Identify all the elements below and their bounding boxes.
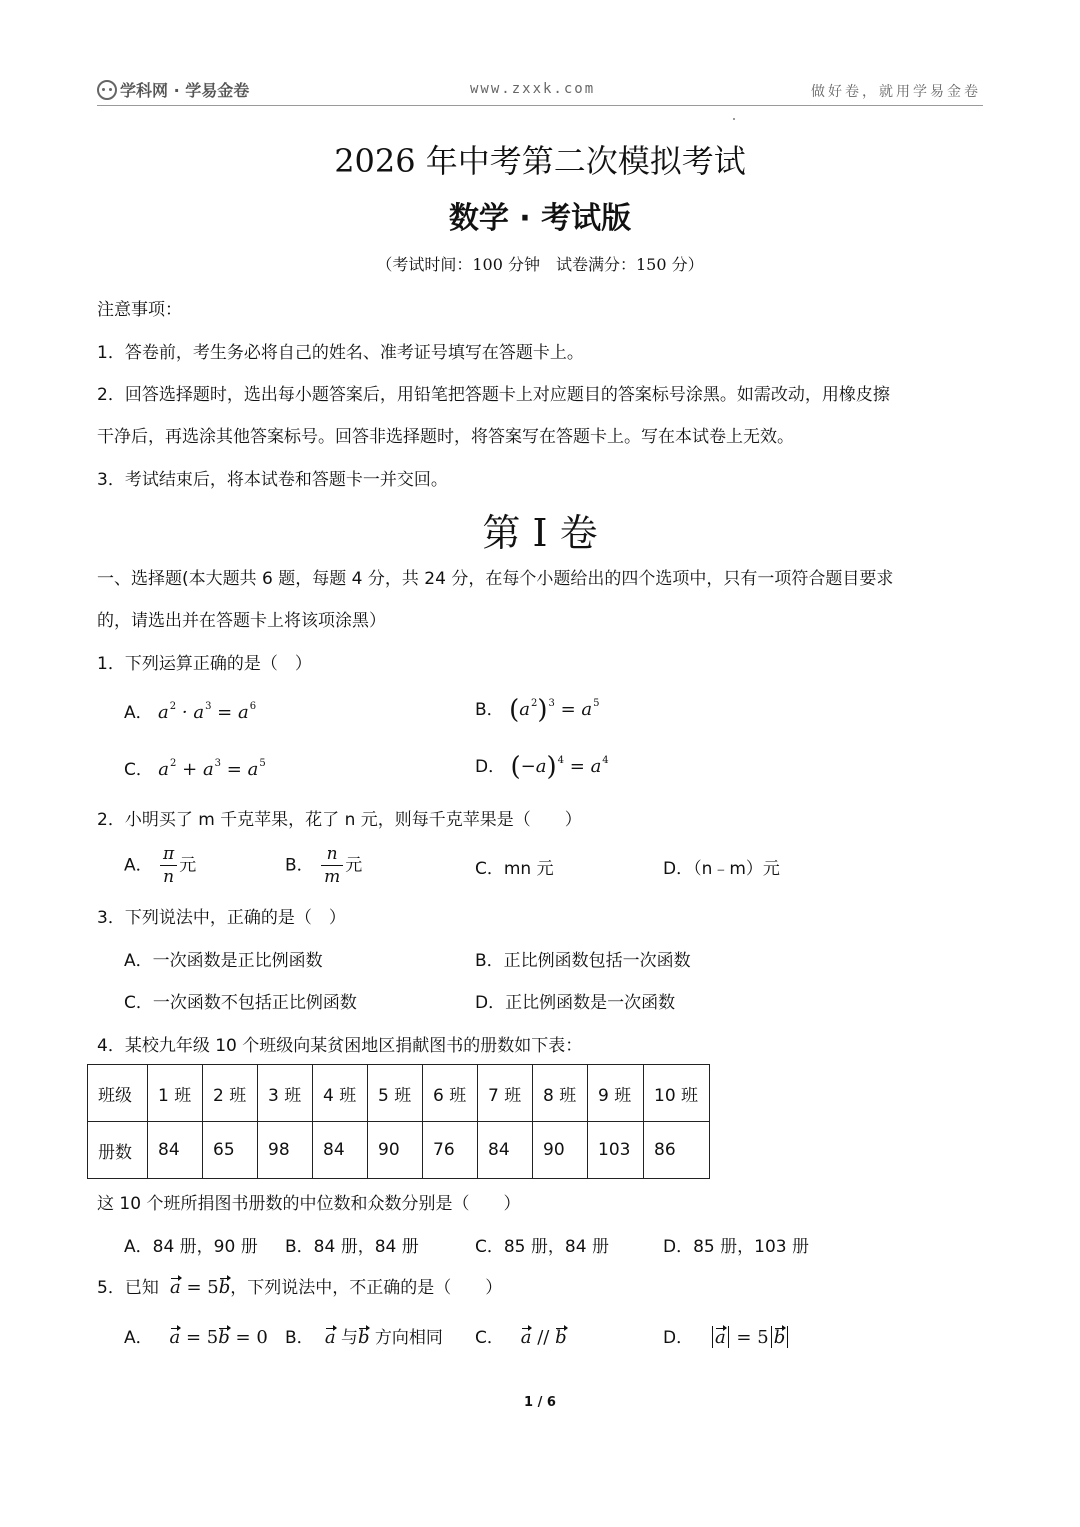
q5-option-a [124,1323,268,1348]
q5-b-vector-b: b [357,1327,370,1348]
q2-option-b [285,843,362,888]
table-cell: 3 班 [258,1065,313,1122]
q4-stem: 4．某校九年级 10 个班级向某贫困地区捐献图书的册数如下表： [97,1036,583,1056]
q5-b-mid: 与 [340,1328,358,1348]
q5-d-label: D． [663,1328,694,1348]
table-cell: 65 [203,1122,258,1179]
exam-meta: （考试时间：100 分钟 试卷满分：150 分） [376,255,704,274]
table-cell: 1 班 [148,1065,203,1122]
q2-a-numerator: π [160,843,177,866]
q1-stem: 1．下列运算正确的是（ ） [97,654,312,674]
stray-dot [733,118,735,120]
notice-item-2-line1: 2．回答选择题时，选出每小题答案后，用铅笔把答题卡上对应题目的答案标号涂黑。如需改动，用橡皮擦 [97,385,890,405]
q1-option-d [475,752,609,782]
q2-a-denominator: n [163,867,175,887]
q2-a-fraction [160,843,177,888]
brand-logo [97,78,249,101]
q1-c-formula: $a^2 + a^3 = a^5$ [158,758,266,780]
site-url: www.zxxk.com [470,81,596,97]
q2-stem: 2．小明买了 m 千克苹果，花了 n 元，则每千克苹果是（ ） [97,810,582,830]
q4-option-a: A．84 册，90 册 [124,1237,258,1257]
q2-a-unit: 元 [179,855,197,876]
table-cell: 84 [478,1122,533,1179]
q5-a-label: A． [124,1328,153,1348]
q2-option-a [124,843,196,888]
q4-option-d: D．85 册，103 册 [663,1237,809,1257]
q5-given-formula: a = 5b [169,1277,231,1298]
q5-option-d [663,1323,790,1348]
table-cell: 103 [588,1122,644,1179]
page-header [97,76,983,106]
q1-b-formula: $(a^2)^3 = a^5$ [509,695,600,725]
table-cell: 4 班 [313,1065,368,1122]
table-cell: 84 [148,1122,203,1179]
q4-question: 这 10 个班所捐图书册数的中位数和众数分别是（ ） [97,1194,521,1214]
exam-subtitle: 数学 · 考试版 [448,201,632,236]
q4-option-c: C．85 册，84 册 [475,1237,609,1257]
q1-option-b [475,695,600,725]
q1-option-a [124,698,256,723]
q2-a-label: A． [124,855,153,876]
q2-b-fraction [321,843,343,888]
q5-stem-prefix: 5．已知 [97,1278,159,1298]
table-cell: 9 班 [588,1065,644,1122]
q1-d-label: D． [475,757,506,777]
q2-option-c: C．mn 元 [475,859,554,879]
q2-b-unit: 元 [345,855,363,876]
q5-c-label: C． [475,1328,504,1348]
volume-title: 第 I 卷 [482,511,598,555]
exam-title: 2026 年中考第二次模拟考试 [334,142,746,180]
q5-d-formula: a = 5 b [699,1327,791,1348]
notice-item-2-line2: 干净后，再选涂其他答案标号。回答非选择题时，将答案写在答题卡上。写在本试卷上无效。 [97,427,794,447]
page-number: 1 / 6 [524,1395,556,1410]
table-cell: 10 班 [644,1065,710,1122]
q3-option-d: D．正比例函数是一次函数 [475,993,676,1013]
q5-stem-suffix: ，下列说法中，不正确的是（ ） [230,1278,503,1298]
table-cell: 2 班 [203,1065,258,1122]
q3-option-a: A．一次函数是正比例函数 [124,951,323,971]
section-heading-line1: 一、选择题(本大题共 6 题，每题 4 分，共 24 分，在每个小题给出的四个选项中，只有一项符合题目要求 [97,569,894,589]
q5-b-vector-a: a [324,1327,336,1348]
notice-item-1: 1．答卷前，考生务必将自己的姓名、准考证号填写在答题卡上。 [97,343,584,363]
q4-option-b: B．84 册，84 册 [285,1237,419,1257]
q1-a-formula: $a^2 \cdot a^3 = a^6$ [158,701,257,723]
notice-item-3: 3．考试结束后，将本试卷和答题卡一并交回。 [97,470,448,490]
notice-heading: 注意事项： [97,300,182,320]
q5-b-end: 方向相同 [374,1328,443,1348]
table-row [88,1122,710,1179]
table-cell: 8 班 [533,1065,588,1122]
table-cell: 5 班 [368,1065,423,1122]
q3-stem: 3．下列说法中，正确的是（ ） [97,908,346,928]
table-cell: 90 [533,1122,588,1179]
table-cell: 76 [423,1122,478,1179]
q5-c-formula: a // b [520,1327,567,1348]
table-cell: 98 [258,1122,313,1179]
q5-option-c [475,1323,567,1348]
table-header-row [88,1065,710,1122]
table-cell: 册数 [88,1122,148,1179]
q5-b-label: B． [285,1328,314,1348]
q5-stem [97,1273,502,1298]
q2-b-denominator: m [324,867,341,887]
q5-option-b [285,1323,443,1348]
q2-b-label: B． [285,855,314,876]
q1-option-c [124,755,266,780]
section-heading-line2: 的，请选出并在答题卡上将该项涂黑） [97,611,386,631]
header-slogan: 做好卷，就用学易金卷 [811,84,981,100]
q2-b-numerator: n [321,843,343,866]
owl-logo-icon [97,80,117,100]
table-cell: 86 [644,1122,710,1179]
q1-d-formula: $(-a)^4 = a^4$ [510,752,609,782]
table-cell: 84 [313,1122,368,1179]
table-cell: 班级 [88,1065,148,1122]
q1-c-label: C． [124,760,153,780]
q3-option-c: C．一次函数不包括正比例函数 [124,993,357,1013]
q3-option-b: B．正比例函数包括一次函数 [475,951,691,971]
donation-table [87,1064,710,1179]
table-cell: 7 班 [478,1065,533,1122]
table-cell: 90 [368,1122,423,1179]
q1-a-label: A． [124,703,153,723]
q5-a-formula: a = 5b = 0 [169,1327,268,1348]
table-cell: 6 班 [423,1065,478,1122]
q2-option-d: D．（n﹣m）元 [663,859,780,879]
logo-text: 学科网 · 学易金卷 [120,81,250,100]
q1-b-label: B． [475,700,504,720]
